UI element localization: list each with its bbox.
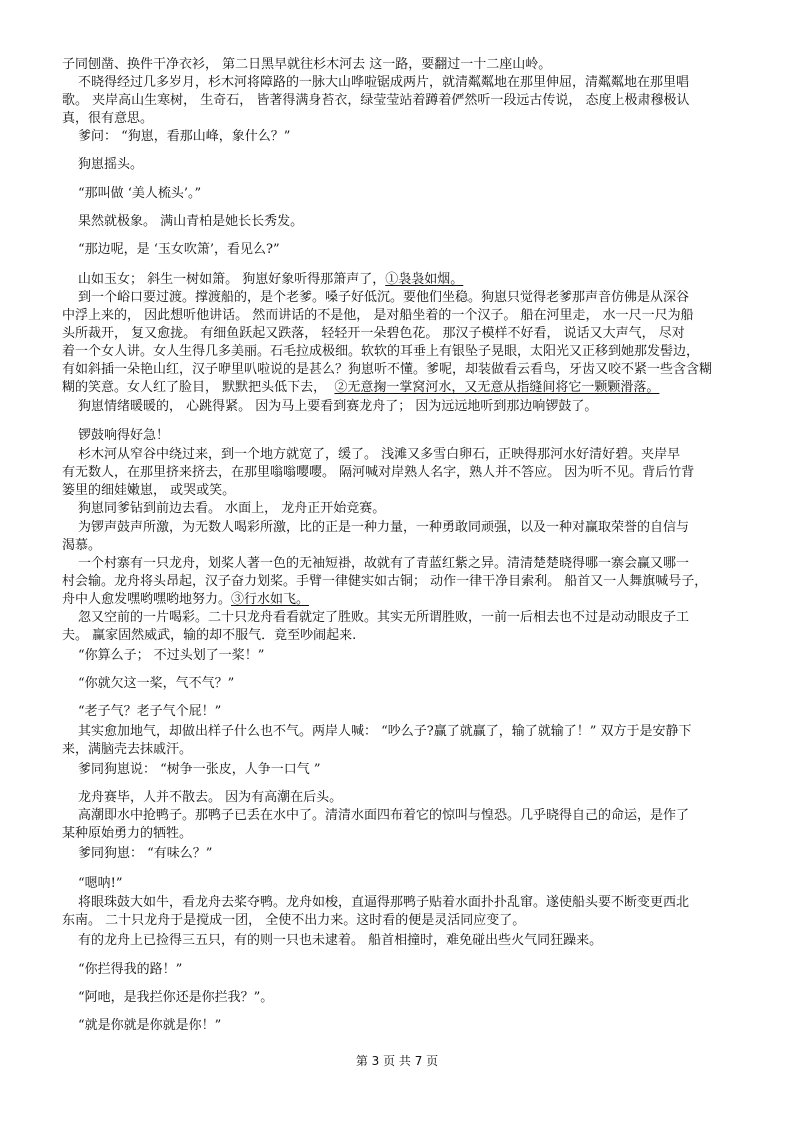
text-line: 歌。 夹岸高山生寒树， 生奇石， 皆著得满身苔衣，绿莹莹站着蹲着俨然听一段远古传说， 态度上极肃穆极认 (62, 93, 690, 108)
text-line: 一个村寨有一只龙舟，划桨人著一色的无袖短褂，故就有了青蓝红紫之异。清清楚楚晓得哪一寨会赢又哪一 (78, 556, 690, 571)
text-line: “老子气？老子气个屁！” (78, 704, 222, 719)
text-line: 真，很有意思。 (62, 111, 154, 126)
page-footer: 第 3 页 共 7 页 (355, 1054, 439, 1068)
text-segment: 舟中人愈发嘿哟嘿哟地努力。 (62, 592, 232, 607)
text-line: 爹问： “狗崽，看那山峰，象什么？” (78, 129, 291, 144)
text-line: 渴慕。 (62, 538, 102, 553)
text-line: 狗崽情绪暖暖的， 心跳得紧。 因为马上要看到赛龙舟了； 因为远远地听到那边响锣鼓了。 (78, 399, 598, 414)
text-line: 狗崽摇头。 (78, 157, 144, 172)
text-line: 爹同狗崽： “有味么？” (78, 846, 213, 861)
text-line (78, 272, 463, 288)
text-line: 将眼珠鼓大如牛，看龙舟去桨夺鸭。龙舟如梭，直逼得那鸭子贴着水面扑扑乱窜。遂使船头要不断变更西北 (78, 895, 690, 910)
text-line: “那叫做 ‘美人梳头’。” (78, 186, 202, 201)
text-line: “你拦得我的路！” (78, 962, 183, 977)
text-line: 到一个峪口要过渡。撑渡船的，是个老爹。嗓子好低沉。要他们坐稳。狗崽只觉得老爹那声音仿佛是从深谷 (78, 290, 690, 305)
text-line: 为锣声鼓声所激，为无数人喝彩所激，比的正是一种力量，一种勇敢同顽强，以及一种对赢取荣誉的自信与 (78, 520, 690, 535)
underlined-sentence-1: ①袅袅如烟。 (385, 272, 464, 287)
text-line: 某种原始勇力的牺牲。 (62, 826, 193, 841)
text-line: 东南。 二十只龙舟于是搅成一团， 全使不出力来。这时看的便是灵活同应变了。 (62, 913, 526, 928)
text-line: 狗崽同爹钻到前边去看。 水面上， 龙舟正开始竞赛。 (78, 501, 386, 516)
text-line: 有无数人，在那里挤来挤去，在那里嗡嗡嘤嘤。 隔河喊对岸熟人名字，熟人并不答应。 因为听不见。背后竹背 (62, 465, 695, 480)
text-line: “嗯呐!” (78, 876, 123, 891)
text-line: 锣鼓响得好急！ (78, 428, 170, 443)
text-line: 高潮即水中抢鸭子。那鸭子已丢在水中了。清清水面四布着它的惊叫与惶恐。几乎晓得自己的命运，是作了 (78, 808, 690, 823)
text-line: 村会输。龙舟将头昂起，汉子奋力划桨。手臂一律健实如古铜； 动作一律干净目索利。 船首又一人舞旗喊号子， (62, 574, 708, 589)
text-line: “就是你就是你就是你！” (78, 1018, 222, 1033)
text-line: 果然就极象。 满山青柏是她长长秀发。 (78, 214, 304, 229)
text-line: 其实愈加地气，却做出样子什么也不气。两岸人喊： “吵么子?赢了就赢了，输了就输了！” 双方于是安静下 (78, 724, 692, 739)
text-line: 夫。 赢家固然威武，输的却不服气．竟至吵闹起来. (62, 628, 357, 643)
text-segment: 糊的笑意。女人红了脸目， 默默把头低下去， (62, 380, 327, 395)
text-line: “你算么子； 不过头划了一桨！” (78, 648, 265, 663)
text-line: “你就欠这一桨，气不气？” (78, 676, 235, 691)
text-line: 篓里的细娃嫩崽， 或哭或笑。 (62, 483, 236, 498)
text-line: 中浮上来的， 因此想听他讲话。 然而讲话的不是他， 是对船坐着的一个汉子。 船在河里走， 水一尺一尺为船 (62, 308, 694, 323)
text-line: 来，满脑壳去抹戚汗。 (62, 742, 193, 757)
text-line: 有的龙舟上已捡得三五只，有的则一只也未逮着。 船首相撞时，难免碰出些火气同狂躁来。 (78, 933, 603, 948)
underlined-sentence-2: ②无意掬一掌窝河水，又无意从指缝间将它一颗颗滑落。 (334, 380, 660, 395)
text-line: 杉木河从窄谷中绕过来，到一个地方就宽了，缓了。 浅滩又多雪白卵石，正映得那河水好清好碧。夹岸早 (78, 447, 681, 462)
text-line (62, 592, 309, 608)
text-line: 忽又空前的一片喝彩。二十只龙舟看看就定了胜败。其实无所谓胜败，一前一后相去也不过是动动眼皮子工 (78, 610, 690, 625)
text-line: 着一个女人讲。女人生得几多美丽。石毛拉成极细。软软的耳垂上有银坠子晃眼，太阳光又正移到她那发髻边， (62, 344, 700, 359)
text-line: “那边呢，是 ‘玉女吹箫’，看见么?” (78, 242, 280, 257)
underlined-sentence-3: ③行水如飞。 (231, 592, 310, 607)
text-line (62, 380, 659, 396)
text-line: 不晓得经过几多岁月，杉木河将障路的一脉大山哗啦锯成两片，就清粼粼地在那里伸屈，清粼粼地在那里唱 (78, 75, 690, 90)
text-segment: 山如玉女； 斜生一树如箫。 狗崽好象听得那箫声了， (78, 272, 386, 287)
text-line: 头所裁开， 复又愈拢。 有细鱼跃起又跌落， 轻轻开一朵碧色花。 那汉子模样不好看， 说话又大声气， 尽对 (62, 326, 685, 341)
text-line: 爹同狗崽说： “树争一张皮，人争一口气 ” (78, 762, 321, 777)
text-line: 有如斜插一朵艳山红，汉子咿里叭啦说的是甚么？狗崽听不懂。爹呢，却装做看云看鸟，牙齿又咬不紧一些含含糊 (62, 362, 713, 377)
text-line: 龙舟赛毕，人并不散去。 因为有高潮在后头。 (78, 790, 343, 805)
text-line: 子同刨凿、换件干净衣衫， 第二日黑早就往杉木河去 这一路，要翻过一十二座山岭。 (62, 57, 552, 72)
text-line: “阿吔，是我拦你还是你拦我？”。 (78, 990, 274, 1005)
